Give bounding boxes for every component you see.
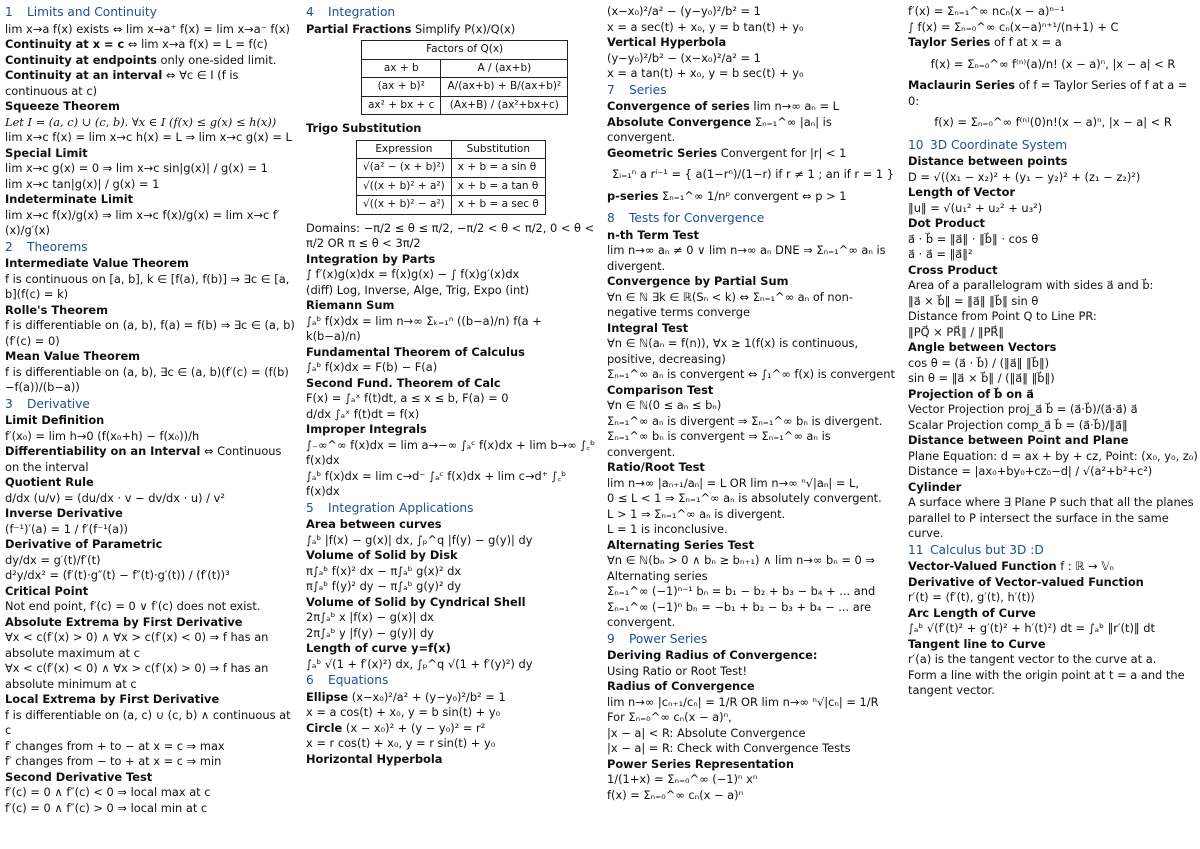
formula-line: (x−x₀)²/a² − (y−y₀)²/b² = 1 [607,4,761,18]
formula-line: f′(x) = Σₙ₌₁^∞ ncₙ(x − a)ⁿ⁻¹ [908,4,1065,18]
formula-line: ∫ₐᵇ √(1 + f′(x)²) dx, ∫ₚ^q √(1 + f′(y)²) dy [306,656,533,671]
formula-line: ∫ₐᵇ |f(x) − g(x)| dx, ∫ₚ^q |f(y) − g(y)| dy [306,532,533,547]
formula-line: ‖PQ⃗ × PR⃗‖ / ‖PR⃗‖ [908,324,1005,339]
topic-heading: Length of Vector [908,185,1016,199]
inline-text: only one-sided limit. [156,52,277,67]
fraction-cell: A / (ax+b) [441,59,568,78]
formula-line: f′(c) = 0 ∧ f″(c) < 0 ⇒ local max at c [5,785,211,799]
inline-text: of f = Taylor Series of f at a = 0: [908,78,1188,108]
topic-heading: Integral Test [607,320,689,335]
topic-heading: n-th Term Test [607,227,699,242]
formula-line: lim x→c g(x) = 0 ⇒ lim x→c sin|g(x)| / g(x) = 1 [5,161,268,175]
inline-text: (x−x₀)²/a² + (y−y₀)²/b² = 1 [348,689,506,704]
formula-line: L > 1 ⇒ Σₙ₌₁^∞ aₙ is divergent. [607,506,786,521]
formula-line [607,146,899,162]
section-heading [5,5,297,21]
topic-heading: Quotient Rule [5,475,94,489]
formula-line: cos θ = (a⃗ · b⃗) / (‖a⃗‖ ‖b⃗‖) [908,355,1050,370]
section-heading [607,83,899,99]
formula-line: Distance = |ax₀+by₀+cz₀−d| / √(a²+b²+c²) [908,464,1153,478]
formula-line: π∫ₐᵇ f(y)² dy − π∫ₐᵇ g(y)² dy [306,579,462,593]
spacer [908,131,1198,137]
centered-formula: Σᵢ₌₁ⁿ a rⁱ⁻¹ = { a(1−rⁿ)/(1−r) if r ≠ 1 ; an if r = 1 } [611,167,894,181]
formula-line: |x − a| < R: Absolute Convergence [607,725,806,740]
formula-line: a⃗ · b⃗ = ‖a⃗‖ · ‖b⃗‖ · cos θ [908,231,1039,246]
topic-heading: Special Limit [5,145,88,160]
column-3 [607,4,899,803]
formula-line [607,189,899,205]
formula-line: (y−y₀)²/b² − (x−x₀)²/a² = 1 [607,50,761,65]
trigo-substitution-heading: Trigo Substitution [306,121,422,135]
formula-line: ∫ₐᵇ f(x)dx = lim c→d⁻ ∫ₐᶜ f(x)dx + lim c→d⁺ ∫꜀ᵇ f(x)dx [306,468,567,498]
formula-line [908,559,1198,575]
formula-line: d/dx (u/v) = (du/dx · v − dv/dx · u) / v² [5,490,225,505]
formula-line: ∫₋∞^∞ f(x)dx = lim a→−∞ ∫ₐᶜ f(x)dx + lim b→∞ ∫꜀ᵇ f(x)dx [306,437,596,467]
inline-term: Absolute Convergence [607,114,752,129]
inline-term: Convergence of series [607,99,750,113]
formula-line: (f⁻¹)′(a) = 1 / f′(f⁻¹(a)) [5,521,128,536]
formula-line: (diff) Log, Inverse, Alge, Trig, Expo (int) [306,282,530,297]
formula-line: Σₙ₌₁^∞ bₙ is convergent ⇒ Σₙ₌₁^∞ aₙ is convergent. [607,429,831,459]
formula-line: x = a sec(t) + x₀, y = b tan(t) + y₀ [607,19,804,34]
formula-line: Vector Projection proj_a⃗ b⃗ = (a⃗·b⃗)/(a⃗·a⃗) a⃗ [908,402,1138,416]
formula-line: lim n→∞ aₙ ≠ 0 ∨ lim n→∞ aₙ DNE ⇒ Σₙ₌₁^∞ aₙ is divergent. [607,243,886,273]
topic-heading: Rolle's Theorem [5,302,109,317]
inline-text: lim n→∞ aₙ = L [749,99,839,113]
section-number: 3 [5,396,13,411]
formula-line [607,115,899,146]
formula-line: F(x) = ∫ₐˣ f(t)dt, a ≤ x ≤ b, F(a) = 0 [306,391,509,405]
formula-line: π∫ₐᵇ f(x)² dx − π∫ₐᵇ g(x)² dx [306,563,462,578]
inline-term: Taylor Series [908,35,991,49]
topic-heading: Squeeze Theorem [5,99,120,113]
section-title: Integration Applications [328,500,474,515]
section-number: 8 [607,211,615,225]
inline-text: ⇔ Continuous on the interval [5,444,282,474]
formula-line: Using Ratio or Root Test! [607,663,748,678]
formula-line [908,35,1198,51]
formula-line: f′(c) = 0 ∧ f″(c) > 0 ⇒ local min at c [5,800,208,815]
formula-line: f(x) = Σₙ₌₀^∞ cₙ(x − a)ⁿ [607,787,744,802]
section-number: 9 [607,631,615,646]
formula-line [607,99,899,115]
formula-line: x = a cos(t) + x₀, y = b sin(t) + y₀ [306,705,501,719]
section-number: 1 [5,5,13,19]
topic-heading: Absolute Extrema by First Derivative [5,614,243,629]
formula-line [5,68,297,99]
topic-heading: Volume of Solid by Cyndrical Shell [306,594,526,609]
topic-heading: Second Fund. Theorem of Calc [306,375,501,390]
formula-line: ∫ₐᵇ f(x)dx = lim n→∞ Σₖ₌₁ⁿ ((b−a)/n) f(a + k(b−a)/n) [306,313,542,343]
topic-heading: Comparison Test [607,382,714,397]
section-heading [607,211,899,227]
formula-line [306,22,598,38]
trigo-header: Substitution [451,140,545,159]
inline-term: Continuity at an interval [5,68,163,82]
topic-heading: Riemann Sum [306,298,395,312]
inline-text: (x − x₀)² + (y − y₀)² = r² [342,720,486,735]
formula-line: Area of a parallelogram with sides a⃗ and b⃗: [908,278,1154,292]
section-title: Equations [328,673,389,687]
trigo-expression: √((x + b)² − a²) [357,196,452,215]
topic-heading: Local Extrema by First Derivative [5,692,220,706]
column-2 [306,4,598,767]
section-number: 2 [5,239,13,254]
formula-line: d/dx ∫ₐˣ f(t)dt = f(x) [306,406,420,421]
section-title: Tests for Convergence [629,211,765,225]
section-title: Integration [328,5,396,19]
section-title: Derivative [27,396,90,411]
topic-heading: Integration by Parts [306,251,436,266]
section-heading [306,673,598,689]
inline-term: Continuity at x = c [5,37,125,51]
formula-line: D = √((x₁ − x₂)² + (y₁ − y₂)² + (z₁ − z₂)²) [908,169,1141,184]
formula-line: ∫ f(x) = Σₙ₌₀^∞ cₙ(x−a)ⁿ⁺¹/(n+1) + C [908,19,1119,34]
topic-heading: Distance between Point and Plane [908,433,1129,447]
inline-text: Convergent for |r| < 1 [717,145,847,160]
section-title: 3D Coordinate System [930,137,1068,152]
factors-table [361,40,568,115]
section-title: Theorems [27,239,88,254]
formula-line: A surface where ∃ Plane P such that all the planes parallel to P intersect the surface in the same curve. [908,495,1194,540]
inline-text: Σₙ₌₁^∞ 1/nᵖ convergent ⇔ p > 1 [658,188,847,203]
topic-heading: Intermediate Value Theorem [5,256,189,270]
trigo-substitution: x + b = a sec θ [451,196,545,215]
section-title: Power Series [629,631,708,646]
formula-line: f′(x₀) = lim h→0 (f(x₀+h) − f(x₀))/h [5,428,200,443]
inline-term: Circle [306,720,343,735]
topic-heading: Limit Definition [5,413,105,427]
formula-line: f is differentiable on (a, b), f(a) = f(b) ⇒ ∃c ∈ (a, b)(f′(c) = 0) [5,318,295,348]
formula-line [5,444,297,475]
topic-heading: Second Derivative Test [5,769,153,784]
inline-term: Partial Fractions [306,21,412,36]
formula-line: x = r cos(t) + x₀, y = r sin(t) + y₀ [306,736,496,750]
inline-term: Vector-Valued Function [908,559,1057,573]
topic-heading: Deriving Radius of Convergence: [607,648,818,662]
formula-line: Domains: −π/2 ≤ θ ≤ π/2, −π/2 < θ < π/2, 0 < θ < π/2 OR π ≤ θ < 3π/2 [306,220,595,250]
formula-line: ∫ₐᵇ f(x)dx = F(b) − F(a) [306,360,438,374]
formula-line: sin θ = ‖a⃗ × b⃗‖ / (‖a⃗‖ ‖b⃗‖) [908,371,1055,385]
formula-line: Σₙ₌₁^∞ (−1)ⁿ⁻¹ bₙ = b₁ − b₂ + b₃ − b₄ + ... and [607,584,876,598]
fraction-cell: A/(ax+b) + B/(ax+b)² [441,78,568,97]
inline-term: Maclaurin Series [908,78,1016,92]
formula-line: lim x→c f(x)/g(x) ⇒ lim x→c f(x)/g(x) = lim x→c f′(x)/g′(x) [5,207,280,237]
formula-line: f′ changes from − to + at x = c ⇒ min [5,754,222,768]
formula-line: ‖a⃗ × b⃗‖ = ‖a⃗‖ ‖b⃗‖ sin θ [908,293,1039,308]
section-title: Limits and Continuity [27,5,157,19]
formula-line: dy/dx = g′(t)/f′(t) [5,552,101,567]
topic-heading: Convergence by Partial Sum [607,274,789,288]
formula-line: r′(t) = ⟨f′(t), g′(t), h′(t)⟩ [908,590,1036,604]
formula-line: f is differentiable on (a, b), ∃c ∈ (a, b)(f′(c) = (f(b)−f(a))/(b−a)) [5,364,289,394]
inline-text: ⇔ ∀c ∈ I (f is continuous at c) [5,68,239,98]
formula-line: lim n→∞ |cₙ₊₁/cₙ| = 1/R OR lim n→∞ ⁿ√|cₙ| = 1/R [607,694,879,709]
section-title: Calculus but 3D :D [930,542,1044,557]
section-heading [5,397,297,413]
formula-line [5,53,297,69]
formula-line: L = 1 is inconclusive. [607,522,728,536]
section-heading [5,240,297,256]
topic-heading: Derivative of Parametric [5,537,163,551]
formula-line: ∀x < c(f′(x) < 0) ∧ ∀x > c(f′(x) > 0) ⇒ f has an absolute minimum at c [5,661,269,691]
section-heading [306,501,598,517]
topic-heading: Derivative of Vector-valued Function [908,574,1144,589]
topic-heading: Inverse Derivative [5,506,123,520]
formula-line: ∀n ∈ ℕ ∃k ∈ ℝ(Sₙ < k) ⇔ Σₙ₌₁^∞ aₙ of non-negative terms converge [607,289,853,319]
section-number: 6 [306,673,314,687]
formula-line: lim x→c tan|g(x)| / g(x) = 1 [5,176,160,191]
formula-line: Plane Equation: d = ax + by + cz, Point: (x₀, y₀, z₀) [908,448,1198,463]
formula-line: 2π∫ₐᵇ x |f(x) − g(x)| dx [306,610,434,624]
topic-heading: Improper Integrals [306,422,427,436]
inline-term: Continuity at endpoints [5,52,157,67]
formula-line: lim x→c f(x) = lim x→c h(x) = L ⇒ lim x→c g(x) = L [5,130,292,144]
formula-line: |x − a| = R: Check with Convergence Tests [607,741,851,755]
fraction-cell: (Ax+B) / (ax²+bx+c) [441,96,568,115]
topic-heading: Area between curves [306,517,442,531]
topic-heading: Ratio/Root Test [607,460,705,474]
inline-text: of f at x = a [990,35,1062,49]
factor-cell: ax + b [362,59,441,78]
formula-line: Scalar Projection comp_a⃗ b⃗ = (a⃗·b⃗)/‖a⃗‖ [908,417,1128,432]
trigo-expression: √(a² − (x + b)²) [357,159,452,178]
topic-heading: Dot Product [908,216,985,230]
formula-line: Σₙ₌₁^∞ aₙ is divergent ⇒ Σₙ₌₁^∞ bₙ is divergent. [607,413,883,428]
topic-heading: Cylinder [908,479,962,494]
formula-line [306,721,598,737]
formula-line: ∫ₐᵇ √(f′(t)² + g′(t)² + h′(t)²) dt = ∫ₐᵇ ‖r′(t)‖ dt [908,621,1155,635]
topic-heading: Distance between points [908,154,1068,168]
formula-line: 2π∫ₐᵇ y |f(y) − g(y)| dy [306,625,434,640]
topic-heading: Cross Product [908,262,998,277]
inline-text: Σₙ₌₁^∞ |aₙ| is convergent. [607,114,832,144]
trigo-header: Expression [357,140,452,159]
formula-line: r′(a) is the tangent vector to the curve at a. [908,652,1157,666]
trigo-expression: √((x + b)² + a²) [357,177,452,196]
spacer [607,204,899,210]
section-heading [607,632,899,648]
formula-line: 1/(1+x) = Σₙ₌₀^∞ (−1)ⁿ xⁿ [607,772,758,786]
section-number: 7 [607,82,615,97]
column-4 [908,4,1198,699]
factor-cell: (ax + b)² [362,78,441,97]
formula-line: ∀n ∈ ℕ(aₙ = f(n)), ∀x ≥ 1(f(x) is continuous, positive, decreasing) [607,336,859,366]
formula-line: ∀x < c(f′(x) > 0) ∧ ∀x > c(f′(x) < 0) ⇒ f has an absolute maximum at c [5,630,269,660]
factors-table-title: Factors of Q(x) [362,41,568,60]
inline-text: f : ℝ → 𝕍ₙ [1056,559,1114,573]
formula-line: For Σₙ₌₀^∞ cₙ(x − a)ⁿ, [607,710,732,724]
formula-line: Form a line with the origin point at t = a and the tangent vector. [908,667,1185,697]
formula-line: f is continuous on [a, b], k ∈ [f(a), f(b)] ⇒ ∃c ∈ [a, b](f(c) = k) [5,271,290,301]
column-1 [5,4,297,816]
topic-heading: Tangent line to Curve [908,636,1046,651]
formula-line: f is differentiable on (a, c) ∪ (c, b) ∧ continuous at c [5,707,291,737]
section-number: 4 [306,5,314,19]
formula-line: 0 ≤ L < 1 ⇒ Σₙ₌₁^∞ aₙ is absolutely convergent. [607,491,882,505]
topic-heading: Alternating Series Test [607,537,755,552]
inline-term: Ellipse [306,689,349,704]
trigo-table [356,140,546,215]
formula-line: d²y/dx² = (f′(t)·g″(t) − f″(t)·g′(t)) / (f′(t))³ [5,568,230,582]
formula-line: Let I = (a, c) ∪ (c, b). ∀x ∈ I (f(x) ≤ g(x) ≤ h(x)) [5,114,277,129]
formula-line: Σₙ₌₁^∞ (−1)ⁿ bₙ = −b₁ + b₂ − b₃ + b₄ − ... are convergent. [607,599,872,629]
formula-line: Distance from Point Q to Line PR: [908,309,1097,323]
formula-line: ∀n ∈ ℕ(bₙ > 0 ∧ bₙ ≥ bₙ₊₁) ∧ lim n→∞ bₙ = 0 ⇒ Alternating series [607,553,875,583]
formula-line: a⃗ · a⃗ = ‖a⃗‖² [908,247,973,261]
topic-heading: Vertical Hyperbola [607,35,727,49]
topic-heading: Indeterminate Limit [5,192,134,206]
inline-term: p-series [607,188,659,203]
integration-section [306,5,598,37]
topic-heading: Length of curve y=f(x) [306,641,451,655]
topic-heading: Critical Point [5,583,89,598]
formula-line: lim n→∞ |aₙ₊₁/aₙ| = L OR lim n→∞ ⁿ√|aₙ| = L, [607,475,859,490]
integration-applications [306,221,598,768]
section-heading [306,5,598,21]
section-number: 5 [306,500,314,515]
inline-term: Geometric Series [607,145,718,160]
section-number: 10 [908,137,924,152]
section-number: 11 [908,542,924,557]
inline-text: ⇔ lim x→a f(x) = L = f(c) [124,37,268,51]
formula-line: x = a tan(t) + x₀, y = b sec(t) + y₀ [607,66,804,80]
trigo-substitution: x + b = a sin θ [451,159,545,178]
topic-heading: Power Series Representation [607,756,794,771]
topic-heading: Projection of b⃗ on a⃗ [908,386,1034,401]
formula-line: Not end point, f′(c) = 0 ∨ f′(c) does not exist. [5,599,261,613]
topic-heading: Angle between Vectors [908,340,1057,354]
formula-line: ‖u‖ = √(u₁² + u₂² + u₃²) [908,200,1043,215]
topic-heading: Mean Value Theorem [5,349,141,363]
section-title: Series [629,82,667,97]
formula-line [306,690,598,706]
formula-line: Σₙ₌₁^∞ aₙ is convergent ⇔ ∫₁^∞ f(x) is convergent [607,367,895,381]
section-heading [908,138,1198,154]
topic-heading: Radius of Convergence [607,679,755,693]
inline-term: Differentiability on an Interval [5,444,201,458]
topic-heading: Fundamental Theorem of Calculus [306,344,525,359]
formula-line: ∀n ∈ ℕ(0 ≤ aₙ ≤ bₙ) [607,398,722,412]
topic-heading: Horizontal Hyperbola [306,751,443,766]
formula-line [5,37,297,53]
formula-line: lim x→a f(x) exists ⇔ lim x→a⁺ f(x) = lim x→a⁻ f(x) [5,21,290,36]
inline-text: Simplify P(x)/Q(x) [411,21,516,36]
trigo-substitution: x + b = a tan θ [451,177,545,196]
topic-heading: Volume of Solid by Disk [306,548,458,562]
formula-line: ∫ f′(x)g(x)dx = f(x)g(x) − ∫ f(x)g′(x)dx [306,267,520,281]
centered-formula: f(x) = Σₙ₌₀^∞ f⁽ⁿ⁾(a)/n! (x − a)ⁿ, |x − a| < R [930,56,1176,71]
section-heading [908,543,1198,559]
centered-formula: f(x) = Σₙ₌₀^∞ f⁽ⁿ⁾(0)n!(x − a)ⁿ, |x − a| < R [934,115,1172,129]
formula-line [908,78,1198,109]
formula-line: f′ changes from + to − at x = c ⇒ max [5,738,225,753]
topic-heading: Arc Length of Curve [908,605,1036,620]
factor-cell: ax² + bx + c [362,96,441,115]
